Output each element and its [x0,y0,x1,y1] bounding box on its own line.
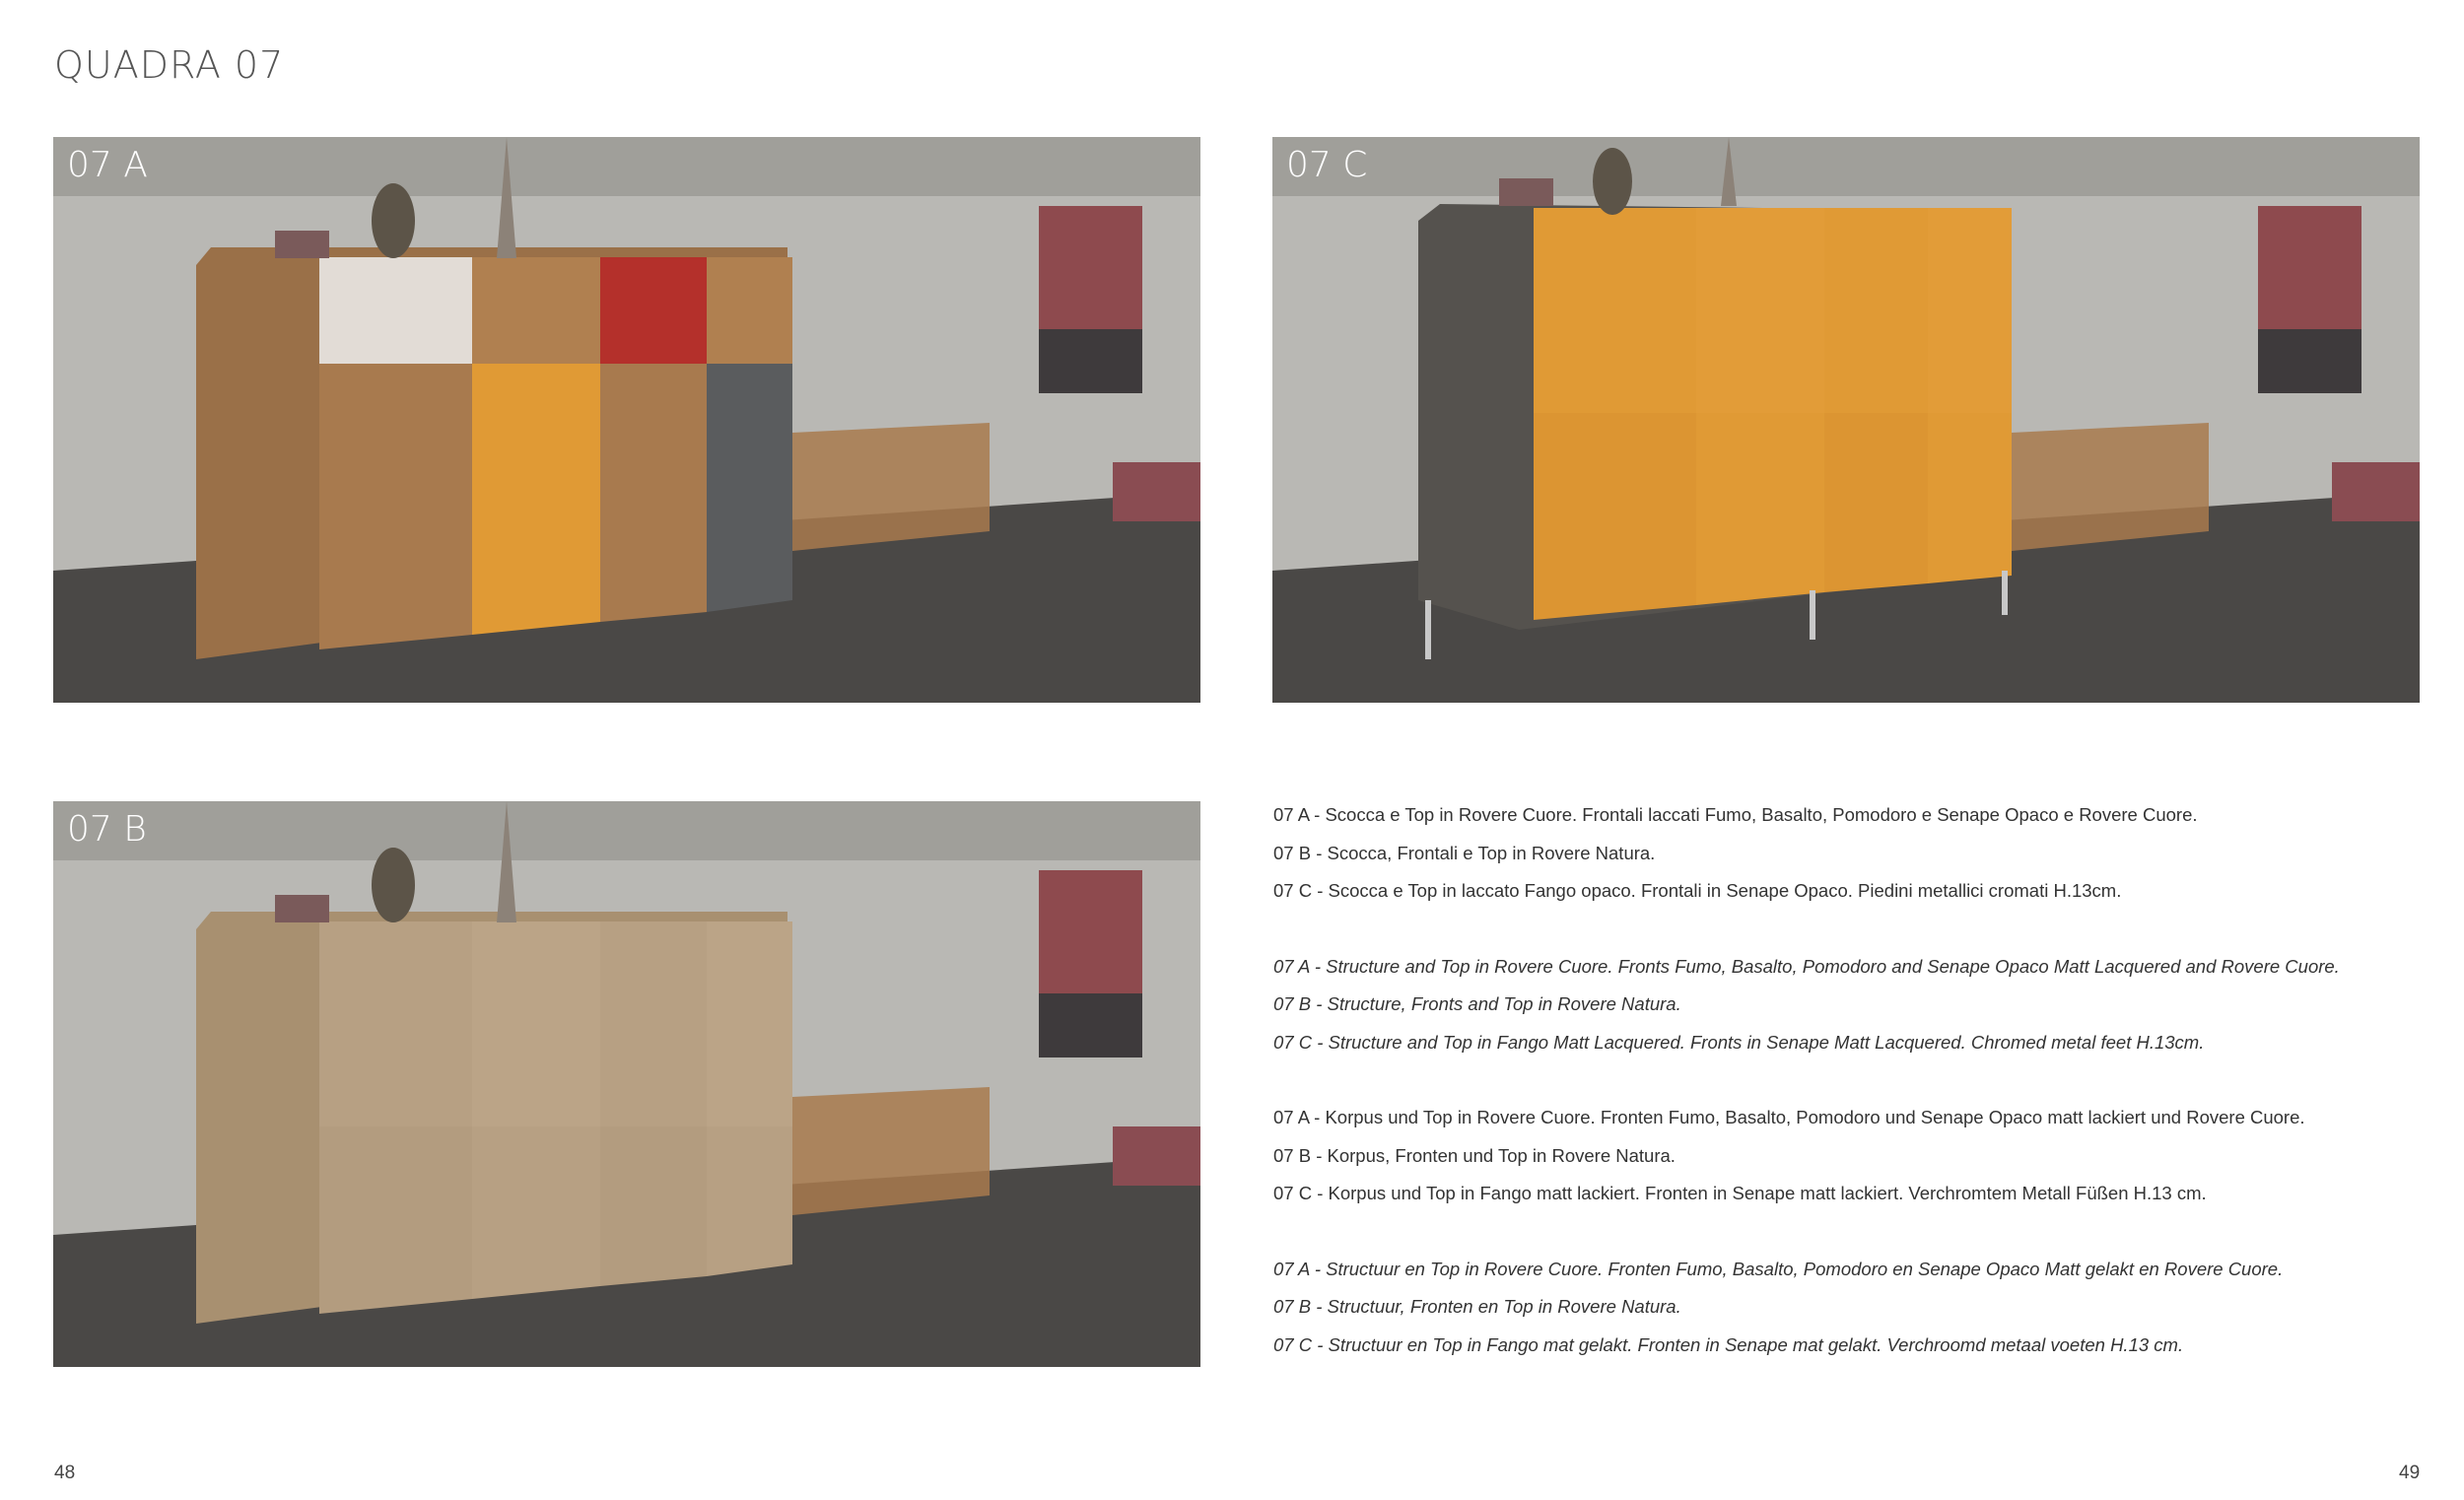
product-descriptions [1273,796,2436,1401]
room-scene-07b [53,801,1200,1367]
description-line: 07 A - Structuur en Top in Rovere Cuore. Fronten Fumo, Basalto, Pomodoro en Senape Opaco Matt gelakt en Rovere Cuore. [1273,1258,2284,1279]
description-line: 07 C - Structuur en Top in Fango mat gelakt. Fronten in Senape mat gelakt. Verchroomd metaal voeten H.13 cm. [1273,1333,2184,1355]
page-number-left: 48 [54,1463,76,1483]
product-photo-07b [53,801,1200,1367]
description-line: 07 C - Structure and Top in Fango Matt Lacquered. Fronts in Senape Matt Lacquered. Chromed metal feet H.13cm. [1273,1031,2205,1053]
photo-label-07a: 07 A [67,145,148,185]
page-number-right: 49 [2399,1463,2421,1483]
description-line: 07 B - Structuur, Fronten en Top in Rovere Natura. [1273,1296,1681,1317]
photo-label-07b: 07 B [67,809,147,850]
description-line: 07 C - Scocca e Top in laccato Fango opaco. Frontali in Senape Opaco. Piedini metallici cromati H.13cm. [1273,880,2122,901]
description-italian [1273,796,2436,911]
description-dutch [1273,1251,2436,1365]
photo-label-07c: 07 C [1286,145,1368,185]
product-photo-07a [53,137,1200,703]
description-german [1273,1099,2436,1213]
description-line: 07 A - Korpus und Top in Rovere Cuore. Fronten Fumo, Basalto, Pomodoro und Senape Opaco matt lackiert und Rovere Cuore. [1273,1107,2305,1127]
description-line: 07 B - Scocca, Frontali e Top in Rovere Natura. [1273,842,1656,863]
catalog-title: QUADRA 07 [54,43,285,87]
description-line: 07 C - Korpus und Top in Fango matt lackiert. Fronten in Senape matt lackiert. Verchromtem Metall Füßen H.13 cm. [1273,1183,2207,1203]
room-scene-07a [53,137,1200,703]
room-scene-07c [1272,137,2420,703]
description-line: 07 A - Structure and Top in Rovere Cuore. Fronts Fumo, Basalto, Pomodoro and Senape Opaco Matt Lacquered and Rovere Cuore. [1273,955,2340,977]
description-line: 07 A - Scocca e Top in Rovere Cuore. Frontali laccati Fumo, Basalto, Pomodoro e Senape Opaco e Rovere Cuore. [1273,804,2198,825]
product-photo-07c [1272,137,2420,703]
description-english [1273,948,2436,1062]
description-line: 07 B - Structure, Fronts and Top in Rovere Natura. [1273,993,1681,1014]
description-line: 07 B - Korpus, Fronten und Top in Rovere Natura. [1273,1144,1676,1166]
